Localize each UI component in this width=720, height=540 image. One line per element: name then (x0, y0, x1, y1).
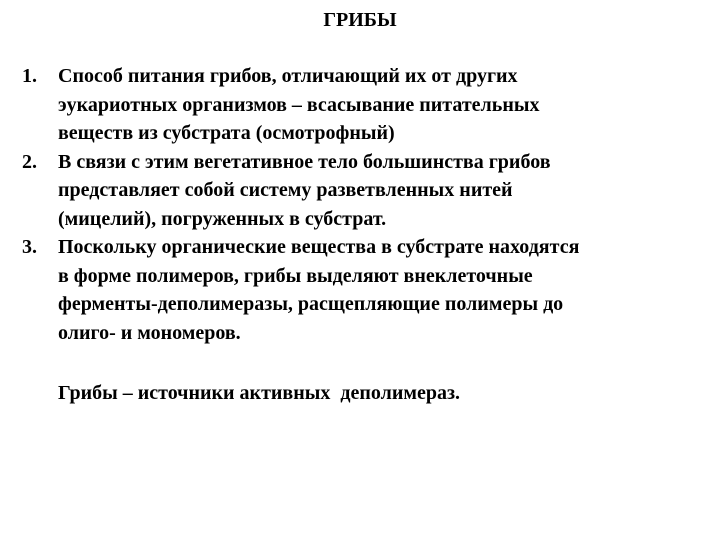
text-line: олиго- и мономеров. (58, 321, 241, 344)
text-line: В связи с этим вегетативное тело большинства грибов (58, 150, 551, 173)
text-line: Поскольку органические вещества в субстрате находятся (58, 236, 580, 258)
list-item-text (58, 62, 540, 148)
numbered-list (22, 62, 702, 347)
list-item-number: 3. (22, 236, 37, 258)
text-line: эукариотных организмов – всасывание питательных (58, 93, 540, 116)
list-item-number: 2. (22, 150, 37, 173)
text-line: (мицелий), погруженных в субстрат. (58, 207, 387, 230)
list-item-1 (22, 62, 702, 148)
list-item-text (58, 148, 551, 234)
list-item-text (58, 233, 579, 347)
conclusion-text: Грибы – источники активных деполимераз. (58, 382, 461, 404)
text-line: Способ питания грибов, отличающий их от других (58, 65, 518, 87)
text-line: в форме полимеров, грибы выделяют внеклеточные (58, 264, 533, 287)
list-item-3 (22, 233, 702, 347)
slide-title: ГРИБЫ (323, 9, 397, 31)
text-line: представляет собой систему разветвленных нитей (58, 179, 513, 201)
text-line: ферменты-деполимеразы, расщепляющие полимеры до (58, 293, 564, 315)
list-item-number: 1. (22, 65, 37, 87)
text-line: веществ из субстрата (осмотрофный) (58, 122, 395, 144)
list-item-2 (22, 148, 702, 234)
